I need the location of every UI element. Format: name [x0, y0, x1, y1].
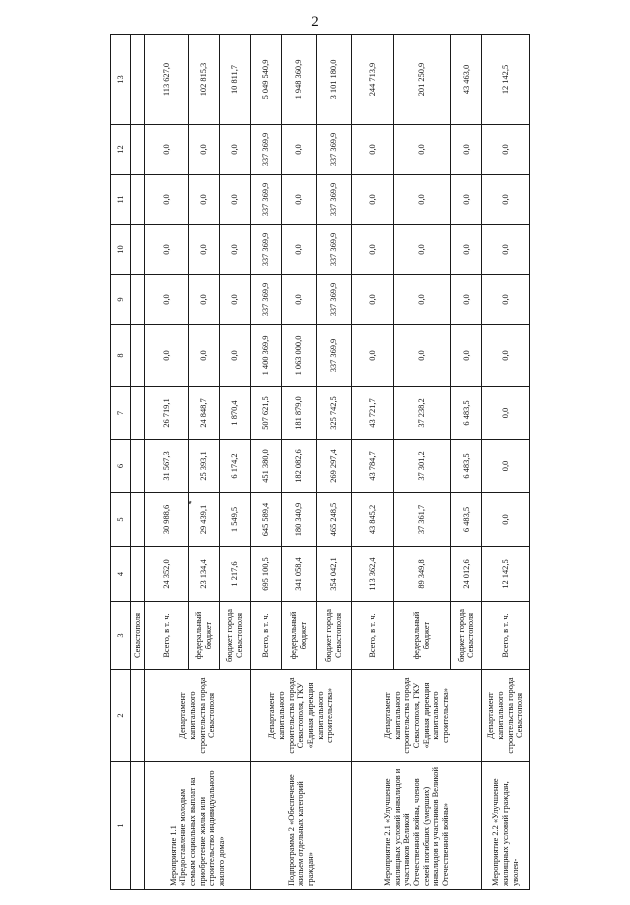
value-cell: 337 369,9 [317, 225, 352, 275]
value-cell: 0,0 [482, 325, 530, 387]
value-cell: 43 784,7 [352, 440, 393, 493]
value-cell: 1 549,5 [219, 493, 250, 547]
value-cell: 26 719,1 [145, 387, 188, 440]
value-cell: 6 174,2 [219, 440, 250, 493]
value-cell: 5 049 540,9 [250, 35, 281, 125]
col-header: 2 [111, 670, 131, 762]
value-cell: 1 400 369,9 [250, 325, 281, 387]
value-cell: 0,0 [219, 225, 250, 275]
col-header: 7 [111, 387, 131, 440]
value-cell: 0,0 [281, 125, 316, 175]
value-cell: 1 948 360,9 [281, 35, 316, 125]
col-header: 5 [111, 493, 131, 547]
value-cell: 695 100,5 [250, 547, 281, 602]
funding-source-cell: Всего, в т. ч. [482, 602, 530, 670]
value-cell: 24 012,6 [451, 547, 482, 602]
col-header: 13 [111, 35, 131, 125]
table-row [482, 35, 530, 890]
value-cell: 3 101 180,0 [317, 35, 352, 125]
funding-source-cell: бюджет города Севастополя [451, 602, 482, 670]
value-cell [131, 125, 145, 175]
value-cell: 201 250,9 [393, 35, 451, 125]
value-cell: 0,0 [393, 125, 451, 175]
value-cell: 337 369,9 [317, 275, 352, 325]
value-cell: 0,0 [352, 275, 393, 325]
value-cell: 102 815,3 [188, 35, 219, 125]
program-name-cell [131, 762, 145, 890]
value-cell: 37 238,2 [393, 387, 451, 440]
value-cell: 0,0 [352, 225, 393, 275]
value-cell: 0,0 [188, 225, 219, 275]
value-cell: 0,0 [145, 175, 188, 225]
value-cell: 30 988,6 [145, 493, 188, 547]
value-cell: 24 352,0 [145, 547, 188, 602]
value-cell: 0,0 [451, 225, 482, 275]
value-cell: 0,0 [352, 175, 393, 225]
value-cell: 29 439,1 [188, 493, 219, 547]
executor-cell: Департамент капитального строительства города Севастополя, ГКУ «Единая дирекция капитального строительства» [250, 670, 351, 762]
value-cell: 645 589,4 [250, 493, 281, 547]
executor-cell: Департамент капитального строительства города Севастополя [145, 670, 250, 762]
program-name-cell: Мероприятие 2.2 «Улучшение жилищных условий граждан, уволен- [482, 762, 530, 890]
value-cell: 12 142,5 [482, 547, 530, 602]
value-cell: 269 297,4 [317, 440, 352, 493]
value-cell: 337 369,9 [250, 225, 281, 275]
value-cell: 0,0 [393, 175, 451, 225]
executor-cell: Департамент капитального строительства города Севастополя [482, 670, 530, 762]
funding-source-cell: бюджет города Севастополя [219, 602, 250, 670]
value-cell: 337 369,9 [250, 175, 281, 225]
value-cell: 1 063 000,0 [281, 325, 316, 387]
value-cell: 43 463,0 [451, 35, 482, 125]
value-cell: 0,0 [482, 387, 530, 440]
col-header: 1 [111, 762, 131, 890]
value-cell: 0,0 [145, 125, 188, 175]
executor-cell [131, 670, 145, 762]
col-header: 12 [111, 125, 131, 175]
value-cell: 0,0 [482, 125, 530, 175]
value-cell: 0,0 [145, 325, 188, 387]
funding-source-cell: Всего, в т. ч. [250, 602, 281, 670]
value-cell [131, 325, 145, 387]
executor-cell: Департамент капитального строительства города Севастополя, ГКУ «Единая дирекция капитального строительства» [352, 670, 482, 762]
funding-source-cell: Севастополя [131, 602, 145, 670]
value-cell: 0,0 [188, 175, 219, 225]
funding-source-cell: Всего, в т. ч. [352, 602, 393, 670]
value-cell: 113 627,0 [145, 35, 188, 125]
value-cell: 0,0 [451, 175, 482, 225]
value-cell: 6 483,5 [451, 493, 482, 547]
value-cell: 337 369,9 [250, 275, 281, 325]
value-cell: 180 340,9 [281, 493, 316, 547]
value-cell: 0,0 [219, 325, 250, 387]
value-cell: 6 483,5 [451, 440, 482, 493]
value-cell: 0,0 [145, 275, 188, 325]
value-cell: 0,0 [482, 275, 530, 325]
value-cell: 341 058,4 [281, 547, 316, 602]
funding-source-cell: бюджет города Севастополя [317, 602, 352, 670]
value-cell: 244 713,9 [352, 35, 393, 125]
value-cell: 0,0 [393, 275, 451, 325]
table-row [131, 35, 145, 890]
table-row [145, 35, 188, 890]
budget-table [110, 34, 530, 890]
value-cell: 0,0 [188, 125, 219, 175]
value-cell: 43 721,7 [352, 387, 393, 440]
value-cell: 354 042,1 [317, 547, 352, 602]
value-cell: 0,0 [451, 325, 482, 387]
value-cell [131, 387, 145, 440]
value-cell: 23 134,4 [188, 547, 219, 602]
value-cell [131, 225, 145, 275]
value-cell [131, 440, 145, 493]
funding-source-cell: федеральный бюджет [393, 602, 451, 670]
value-cell [131, 547, 145, 602]
value-cell: 24 848,7 [188, 387, 219, 440]
value-cell: 325 742,5 [317, 387, 352, 440]
value-cell: 89 349,8 [393, 547, 451, 602]
value-cell [131, 35, 145, 125]
value-cell: 0,0 [219, 125, 250, 175]
value-cell: 451 380,0 [250, 440, 281, 493]
page-number: 2 [311, 14, 319, 30]
funding-source-cell: федеральный бюджет [188, 602, 219, 670]
value-cell: 12 142,5 [482, 35, 530, 125]
rotated-table-container [110, 35, 530, 890]
value-cell: 0,0 [281, 275, 316, 325]
value-cell: 0,0 [352, 125, 393, 175]
value-cell: 0,0 [281, 225, 316, 275]
program-name-cell: Мероприятие 2.1 «Улучшение жилищных условий инвалидов и участников Великой Отечественной войны, членов семей погибших (умерших) инвалидов и участников Великой Отечественной войны» [352, 762, 482, 890]
value-cell: 0,0 [451, 275, 482, 325]
program-name-cell: Мероприятие 1.1 «Предоставление молодым семьям социальных выплат на приобретение жилья или строительство индивидуального жилого дома» [145, 762, 250, 890]
value-cell: 507 621,5 [250, 387, 281, 440]
value-cell: 182 082,6 [281, 440, 316, 493]
col-header: 3 [111, 602, 131, 670]
value-cell: 37 301,2 [393, 440, 451, 493]
value-cell: 337 369,9 [317, 125, 352, 175]
value-cell: 1 217,6 [219, 547, 250, 602]
value-cell: 181 879,0 [281, 387, 316, 440]
col-header: 4 [111, 547, 131, 602]
value-cell: 337 369,9 [250, 125, 281, 175]
col-header: 9 [111, 275, 131, 325]
table-row [250, 35, 281, 890]
value-cell: 337 369,9 [317, 325, 352, 387]
col-header: 6 [111, 440, 131, 493]
col-header: 10 [111, 225, 131, 275]
table-body [131, 35, 530, 890]
value-cell: 113 362,4 [352, 547, 393, 602]
value-cell [131, 275, 145, 325]
program-name-cell: Подпрограмма 2 «Обеспечение жильем отдельных категорий граждан» [250, 762, 351, 890]
value-cell: 37 361,7 [393, 493, 451, 547]
header-row [111, 35, 131, 890]
value-cell: 0,0 [451, 125, 482, 175]
value-cell: 0,0 [219, 175, 250, 225]
value-cell: 0,0 [482, 175, 530, 225]
value-cell: 0,0 [281, 175, 316, 225]
value-cell: 6 483,5 [451, 387, 482, 440]
table-row [352, 35, 393, 890]
value-cell: 10 811,7 [219, 35, 250, 125]
value-cell: 0,0 [188, 275, 219, 325]
col-header: 11 [111, 175, 131, 225]
value-cell: 0,0 [482, 225, 530, 275]
value-cell: 0,0 [145, 225, 188, 275]
value-cell: 465 248,5 [317, 493, 352, 547]
value-cell: 0,0 [482, 493, 530, 547]
value-cell: 43 845,2 [352, 493, 393, 547]
value-cell: 337 369,9 [317, 175, 352, 225]
funding-source-cell: Всего, в т. ч. [145, 602, 188, 670]
value-cell [131, 493, 145, 547]
value-cell: 0,0 [219, 275, 250, 325]
value-cell: 0,0 [482, 440, 530, 493]
value-cell: 31 567,3 [145, 440, 188, 493]
value-cell: 1 870,4 [219, 387, 250, 440]
value-cell: 0,0 [352, 325, 393, 387]
value-cell: 0,0 [188, 325, 219, 387]
value-cell: 25 393,1 [188, 440, 219, 493]
funding-source-cell: федеральный бюджет [281, 602, 316, 670]
value-cell: 0,0 [393, 325, 451, 387]
col-header: 8 [111, 325, 131, 387]
value-cell [131, 175, 145, 225]
value-cell: 0,0 [393, 225, 451, 275]
